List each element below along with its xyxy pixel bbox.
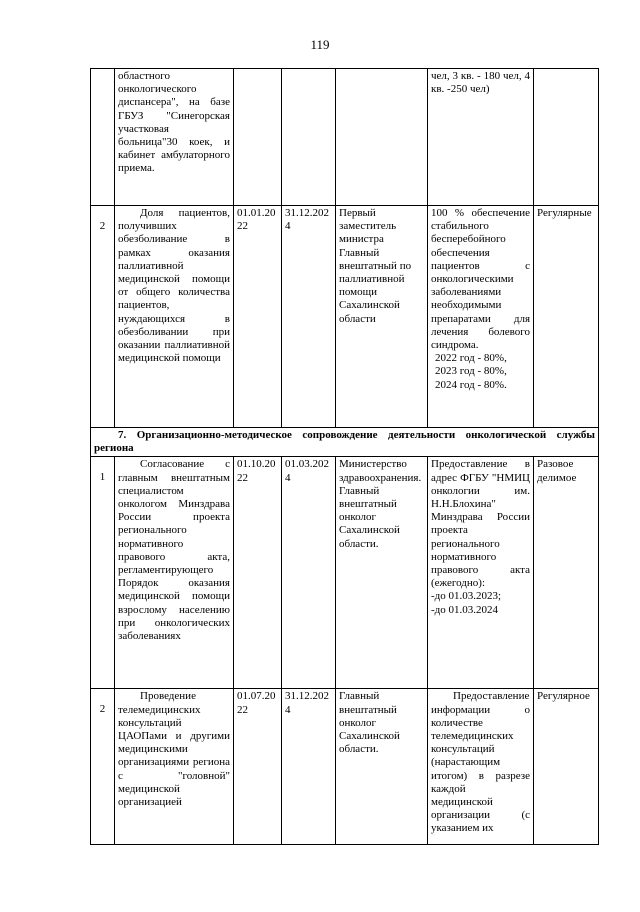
result-year-item: 2024 год - 80%. bbox=[435, 378, 507, 391]
type-cell: Разовое делимое bbox=[534, 457, 599, 689]
result-cell: Предоставление информации о количестве телемедицинских консультаций (нарастающим итогом) в разрезе каждой медицинской организации (с указанием их bbox=[428, 689, 534, 845]
responsible-cell: Первый заместитель министра Главный внештатный по паллиативной помощи Сахалинской области bbox=[336, 206, 428, 428]
result-cell bbox=[428, 206, 534, 428]
responsible-cell: Главный внештатный онколог Сахалинской области. bbox=[336, 689, 428, 845]
activity-cell: Доля пациентов, получивших обезболивание в рамках оказания паллиативной медицинской помощи от общего количества пациентов, нуждающихся в обезболивании при оказании паллиативной медицинской помощи bbox=[115, 206, 234, 428]
table-row bbox=[91, 206, 599, 428]
result-year-item: 2023 год - 80%, bbox=[435, 365, 507, 378]
page-number: 119 bbox=[310, 37, 330, 52]
type-cell: Регулярные bbox=[534, 206, 599, 428]
start-date-cell: 01.10.2022 bbox=[234, 457, 282, 689]
responsible-cell bbox=[336, 69, 428, 206]
start-date-cell: 01.01.2022 bbox=[234, 206, 282, 428]
table-row bbox=[91, 69, 599, 206]
type-cell bbox=[534, 69, 599, 206]
responsible-cell: Министерство здравоохранения. Главный внештатный онколог Сахалинской области. bbox=[336, 457, 428, 689]
result-year-item: 2022 год - 80%, bbox=[435, 352, 507, 365]
row-number-cell bbox=[91, 69, 115, 206]
type-cell: Регулярное bbox=[534, 689, 599, 845]
end-date-cell bbox=[282, 69, 336, 206]
activity-cell: Согласование с главным внештатным специалистом онкологом Минздрава России проекта регионального нормативного правового акта, регламентирующего Порядок оказания медицинской помощи взрослому населению при онкологических заболеваниях bbox=[115, 457, 234, 689]
end-date-cell: 01.03.2024 bbox=[282, 457, 336, 689]
activity-cell: областного онкологического диспансера", на базе ГБУЗ "Синегорская участковая больница"30 коек, и кабинет амбулаторного приема. bbox=[115, 69, 234, 206]
table-row bbox=[91, 457, 599, 689]
row-number-cell: 1 bbox=[91, 457, 115, 689]
section-heading-row bbox=[91, 428, 599, 457]
start-date-cell bbox=[234, 69, 282, 206]
result-date-item: -до 01.03.2024 bbox=[431, 603, 499, 616]
table-row bbox=[91, 689, 599, 845]
result-cell bbox=[428, 457, 534, 689]
result-year-list bbox=[431, 352, 530, 392]
row-number-cell: 2 bbox=[91, 689, 115, 845]
start-date-cell: 01.07.2022 bbox=[234, 689, 282, 845]
result-text: Предоставление в адрес ФГБУ "НМИЦ онкологии им. Н.Н.Блохина" Минздрава России проекта регионального нормативного правового акта (ежегодно): bbox=[431, 458, 530, 590]
activity-cell: Проведение телемедицинских консультаций ЦАОПами и другими медицинскими организациями региона с "головной" медицинской организацией bbox=[115, 689, 234, 845]
section-heading: 7. Организационно-методическое сопровождение деятельности онкологической службы региона bbox=[91, 428, 599, 457]
end-date-cell: 31.12.2024 bbox=[282, 689, 336, 845]
row-number-cell: 2 bbox=[91, 206, 115, 428]
result-cell: чел, 3 кв. - 180 чел, 4 кв. -250 чел) bbox=[428, 69, 534, 206]
result-text: 100 % обеспечение стабильного бесперебойного обеспечения пациентов с онкологическими заболеваниями необходимыми препаратами для лечения болевого синдрома. bbox=[431, 207, 530, 352]
result-date-item: -до 01.03.2023; bbox=[431, 590, 502, 603]
end-date-cell: 31.12.2024 bbox=[282, 206, 336, 428]
activities-table bbox=[90, 68, 599, 845]
